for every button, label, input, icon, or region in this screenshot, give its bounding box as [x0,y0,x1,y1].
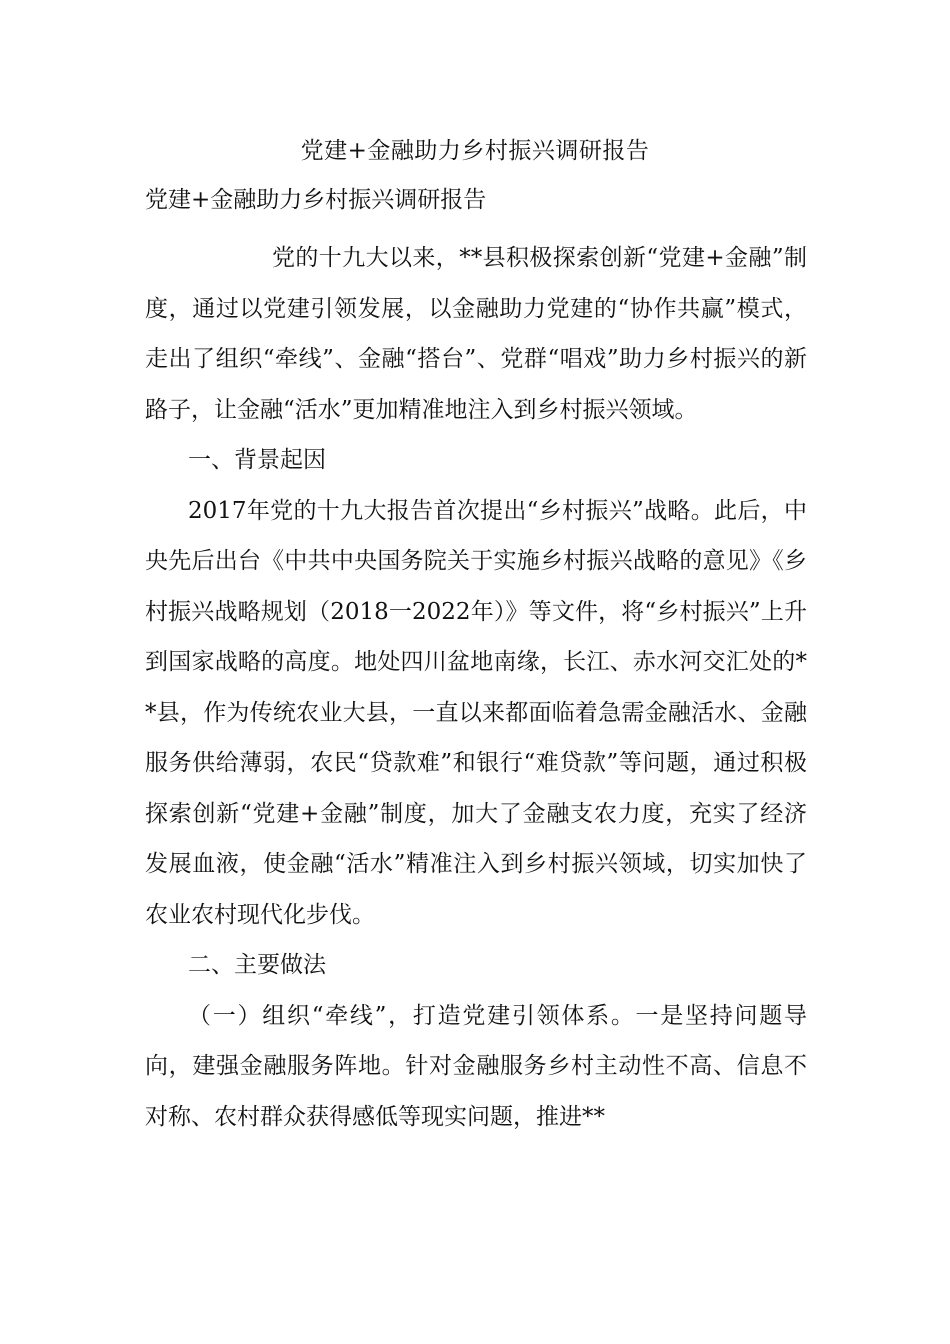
intro-paragraph: 党的十九大以来，**县积极探索创新“党建+金融”制度，通过以党建引领发展，以金融助力党建的“协作共赢”模式，走出了组织“牵线”、金融“搭台”、党群“唱戏”助力乡村振兴的新路子，让金融“活水”更加精准地注入到乡村振兴领域。 [145,245,807,423]
document-title: 党建+金融助力乡村振兴调研报告 [300,138,650,164]
methods-paragraph: （一）组织“牵线”，打造党建引领体系。一是坚持问题导向，建强金融服务阵地。针对金融服务乡村主动性不高、信息不对称、农村群众获得感低等现实问题，推进** [145,1002,807,1130]
section-heading-background: 一、背景起因 [188,447,326,473]
background-paragraph: 2017年党的十九大报告首次提出“乡村振兴”战略。此后，中央先后出台《中共中央国务院关于实施乡村振兴战略的意见》《乡村振兴战略规划（2018一2022年）》等文件，将“乡村振兴”上升到国家战略的高度。地处四川盆地南缘，长江、赤水河交汇处的**县，作为传统农业大县，一直以来都面临着急需金融活水、金融服务供给薄弱，农民“贷款难”和银行“难贷款”等问题，通过积极探索创新“党建+金融”制度，加大了金融支农力度，充实了经济发展血液，使金融“活水”精准注入到乡村振兴领域，切实加快了农业农村现代化步伐。 [145,497,807,928]
document-subtitle: 党建+金融助力乡村振兴调研报告 [145,187,487,213]
section-heading-methods: 二、主要做法 [188,952,326,978]
document-body [145,233,807,1142]
